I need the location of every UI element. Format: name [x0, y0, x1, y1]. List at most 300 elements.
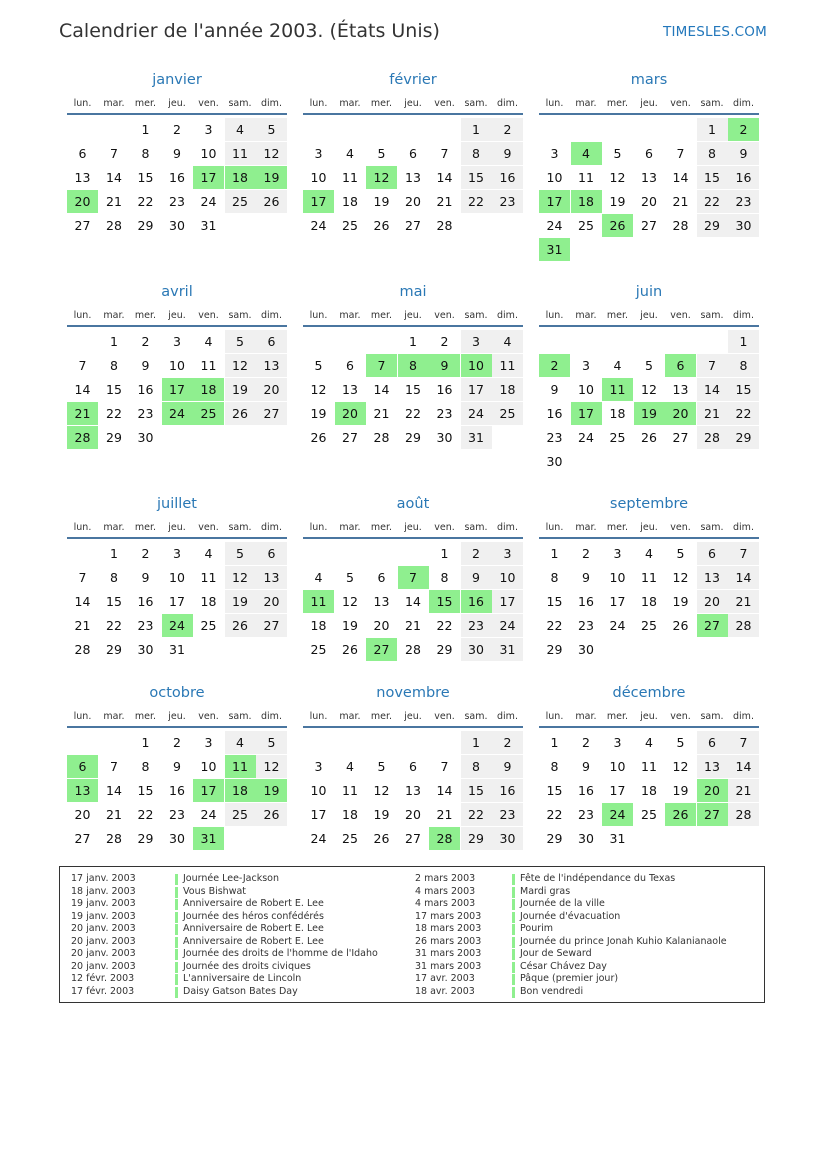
day-cell[interactable]: 28 [697, 426, 728, 449]
day-cell[interactable]: 25 [200, 618, 217, 633]
day-cell[interactable]: 28 [728, 803, 759, 826]
day-cell[interactable]: 30 [436, 430, 453, 445]
day-cell[interactable]: 12 [225, 354, 256, 377]
day-cell[interactable]: 27 [74, 831, 91, 846]
day-cell[interactable]: 4 [225, 118, 256, 141]
day-cell[interactable]: 22 [137, 807, 154, 822]
day-cell[interactable]: 12 [609, 170, 626, 185]
day-cell[interactable]: 21 [106, 807, 122, 822]
day-cell[interactable]: 30 [137, 642, 154, 657]
day-cell[interactable]: 9 [141, 358, 150, 373]
day-cell[interactable]: 6 [697, 731, 728, 754]
day-cell[interactable]: 4 [645, 546, 653, 561]
day-cell[interactable]: 21 [697, 402, 728, 425]
day-cell[interactable]: 20 [256, 590, 287, 613]
day-cell[interactable]: 21 [436, 194, 453, 209]
day-cell[interactable]: 7 [728, 731, 759, 754]
holiday-day-cell[interactable]: 16 [461, 590, 492, 613]
day-cell[interactable]: 27 [405, 831, 421, 846]
day-cell[interactable]: 14 [373, 382, 390, 397]
day-cell[interactable]: 25 [641, 807, 657, 822]
day-cell[interactable]: 10 [492, 566, 523, 589]
day-cell[interactable]: 22 [461, 803, 492, 826]
day-cell[interactable]: 26 [256, 190, 287, 213]
day-cell[interactable]: 20 [74, 807, 91, 822]
day-cell[interactable]: 15 [137, 783, 154, 798]
day-cell[interactable]: 25 [641, 618, 657, 633]
holiday-day-cell[interactable]: 27 [366, 638, 397, 661]
holiday-day-cell[interactable]: 19 [256, 779, 287, 802]
holiday-day-cell[interactable]: 18 [225, 166, 256, 189]
holiday-day-cell[interactable]: 11 [225, 755, 256, 778]
day-cell[interactable]: 5 [314, 358, 323, 373]
day-cell[interactable]: 22 [436, 618, 453, 633]
day-cell[interactable]: 21 [728, 779, 759, 802]
holiday-day-cell[interactable]: 27 [697, 803, 728, 826]
day-cell[interactable]: 30 [492, 827, 523, 850]
day-cell[interactable]: 22 [461, 190, 492, 213]
day-cell[interactable]: 15 [137, 170, 154, 185]
holiday-day-cell[interactable]: 28 [429, 827, 460, 850]
day-cell[interactable]: 27 [256, 614, 287, 637]
day-cell[interactable]: 26 [225, 614, 256, 637]
day-cell[interactable]: 23 [492, 803, 523, 826]
day-cell[interactable]: 9 [173, 146, 181, 161]
day-cell[interactable]: 8 [141, 146, 150, 161]
day-cell[interactable]: 18 [609, 406, 626, 421]
day-cell[interactable]: 30 [578, 642, 594, 657]
day-cell[interactable]: 1 [550, 546, 559, 561]
day-cell[interactable]: 1 [550, 735, 559, 750]
day-cell[interactable]: 16 [492, 166, 523, 189]
day-cell[interactable]: 30 [461, 638, 492, 661]
day-cell[interactable]: 1 [110, 546, 118, 561]
day-cell[interactable]: 28 [106, 831, 122, 846]
day-cell[interactable]: 31 [200, 218, 217, 233]
day-cell[interactable]: 15 [697, 166, 728, 189]
holiday-day-cell[interactable]: 19 [256, 166, 287, 189]
day-cell[interactable]: 31 [169, 642, 185, 657]
day-cell[interactable]: 30 [546, 454, 563, 469]
day-cell[interactable]: 19 [225, 378, 256, 401]
day-cell[interactable]: 3 [461, 330, 492, 353]
day-cell[interactable]: 6 [645, 146, 653, 161]
day-cell[interactable]: 1 [728, 330, 759, 353]
day-cell[interactable]: 9 [141, 570, 150, 585]
day-cell[interactable]: 10 [546, 170, 563, 185]
day-cell[interactable]: 13 [405, 170, 421, 185]
day-cell[interactable]: 20 [405, 194, 421, 209]
day-cell[interactable]: 5 [256, 118, 287, 141]
day-cell[interactable]: 27 [342, 430, 358, 445]
day-cell[interactable]: 16 [169, 170, 185, 185]
day-cell[interactable]: 14 [697, 378, 728, 401]
day-cell[interactable]: 25 [310, 642, 327, 657]
day-cell[interactable]: 6 [377, 570, 386, 585]
day-cell[interactable]: 5 [676, 735, 685, 750]
day-cell[interactable]: 14 [436, 170, 453, 185]
day-cell[interactable]: 27 [74, 218, 91, 233]
day-cell[interactable]: 24 [609, 618, 626, 633]
day-cell[interactable]: 23 [436, 406, 453, 421]
day-cell[interactable]: 14 [405, 594, 421, 609]
day-cell[interactable]: 4 [314, 570, 323, 585]
day-cell[interactable]: 6 [409, 146, 417, 161]
day-cell[interactable]: 14 [106, 170, 122, 185]
day-cell[interactable]: 25 [342, 218, 358, 233]
brand-logo[interactable]: TIMESLES.COM [663, 24, 767, 40]
day-cell[interactable]: 19 [609, 194, 626, 209]
day-cell[interactable]: 19 [342, 618, 358, 633]
day-cell[interactable]: 15 [546, 594, 563, 609]
day-cell[interactable]: 8 [440, 570, 449, 585]
day-cell[interactable]: 6 [256, 330, 287, 353]
day-cell[interactable]: 17 [492, 590, 523, 613]
holiday-day-cell[interactable]: 17 [162, 378, 193, 401]
day-cell[interactable]: 27 [641, 218, 657, 233]
day-cell[interactable]: 1 [110, 334, 118, 349]
day-cell[interactable]: 21 [728, 590, 759, 613]
day-cell[interactable]: 9 [492, 142, 523, 165]
holiday-day-cell[interactable]: 24 [602, 803, 633, 826]
day-cell[interactable]: 12 [641, 382, 657, 397]
day-cell[interactable]: 22 [405, 406, 421, 421]
day-cell[interactable]: 29 [697, 214, 728, 237]
holiday-day-cell[interactable]: 15 [429, 590, 460, 613]
day-cell[interactable]: 25 [609, 430, 626, 445]
holiday-day-cell[interactable]: 12 [366, 166, 397, 189]
day-cell[interactable]: 7 [78, 570, 87, 585]
holiday-day-cell[interactable]: 13 [67, 779, 98, 802]
day-cell[interactable]: 26 [342, 642, 358, 657]
day-cell[interactable]: 4 [346, 146, 354, 161]
holiday-day-cell[interactable]: 7 [366, 354, 397, 377]
day-cell[interactable]: 23 [578, 807, 594, 822]
day-cell[interactable]: 20 [697, 590, 728, 613]
day-cell[interactable]: 5 [225, 542, 256, 565]
day-cell[interactable]: 4 [204, 546, 213, 561]
day-cell[interactable]: 22 [697, 190, 728, 213]
day-cell[interactable]: 24 [310, 831, 327, 846]
day-cell[interactable]: 13 [74, 170, 91, 185]
day-cell[interactable]: 3 [204, 735, 213, 750]
holiday-day-cell[interactable]: 18 [571, 190, 602, 213]
holiday-day-cell[interactable]: 24 [162, 614, 193, 637]
day-cell[interactable]: 2 [173, 735, 181, 750]
day-cell[interactable]: 24 [492, 614, 523, 637]
day-cell[interactable]: 13 [641, 170, 657, 185]
day-cell[interactable]: 12 [342, 594, 358, 609]
day-cell[interactable]: 26 [373, 218, 390, 233]
day-cell[interactable]: 8 [141, 759, 150, 774]
day-cell[interactable]: 18 [342, 194, 358, 209]
day-cell[interactable]: 17 [310, 807, 327, 822]
day-cell[interactable]: 29 [546, 831, 563, 846]
day-cell[interactable]: 7 [676, 146, 685, 161]
day-cell[interactable]: 4 [613, 358, 622, 373]
day-cell[interactable]: 15 [546, 783, 563, 798]
day-cell[interactable]: 5 [645, 358, 653, 373]
day-cell[interactable]: 10 [310, 170, 327, 185]
day-cell[interactable]: 1 [409, 334, 417, 349]
day-cell[interactable]: 4 [645, 735, 653, 750]
holiday-day-cell[interactable]: 18 [225, 779, 256, 802]
day-cell[interactable]: 28 [728, 614, 759, 637]
day-cell[interactable]: 8 [550, 570, 559, 585]
day-cell[interactable]: 11 [578, 170, 594, 185]
day-cell[interactable]: 30 [137, 430, 154, 445]
holiday-day-cell[interactable]: 19 [634, 402, 665, 425]
day-cell[interactable]: 8 [110, 570, 118, 585]
day-cell[interactable]: 5 [377, 759, 386, 774]
day-cell[interactable]: 18 [310, 618, 327, 633]
day-cell[interactable]: 16 [578, 594, 594, 609]
day-cell[interactable]: 10 [609, 570, 626, 585]
day-cell[interactable]: 13 [672, 382, 689, 397]
day-cell[interactable]: 5 [225, 330, 256, 353]
day-cell[interactable]: 24 [200, 807, 217, 822]
day-cell[interactable]: 1 [697, 118, 728, 141]
day-cell[interactable]: 25 [225, 190, 256, 213]
day-cell[interactable]: 11 [200, 358, 217, 373]
day-cell[interactable]: 19 [672, 594, 689, 609]
day-cell[interactable]: 22 [106, 618, 122, 633]
day-cell[interactable]: 29 [436, 642, 453, 657]
day-cell[interactable]: 3 [204, 122, 213, 137]
day-cell[interactable]: 10 [169, 570, 185, 585]
day-cell[interactable]: 6 [409, 759, 417, 774]
day-cell[interactable]: 25 [342, 831, 358, 846]
day-cell[interactable]: 4 [225, 731, 256, 754]
day-cell[interactable]: 3 [173, 334, 181, 349]
day-cell[interactable]: 10 [200, 146, 217, 161]
holiday-day-cell[interactable]: 20 [335, 402, 366, 425]
day-cell[interactable]: 8 [110, 358, 118, 373]
day-cell[interactable]: 17 [169, 594, 185, 609]
day-cell[interactable]: 1 [461, 118, 492, 141]
day-cell[interactable]: 19 [672, 783, 689, 798]
day-cell[interactable]: 12 [256, 142, 287, 165]
day-cell[interactable]: 22 [546, 807, 563, 822]
holiday-day-cell[interactable]: 2 [539, 354, 570, 377]
day-cell[interactable]: 7 [728, 542, 759, 565]
day-cell[interactable]: 15 [106, 594, 122, 609]
holiday-day-cell[interactable]: 17 [539, 190, 570, 213]
day-cell[interactable]: 20 [405, 807, 421, 822]
day-cell[interactable]: 16 [169, 783, 185, 798]
holiday-day-cell[interactable]: 31 [193, 827, 224, 850]
day-cell[interactable]: 7 [78, 358, 87, 373]
holiday-day-cell[interactable]: 7 [398, 566, 429, 589]
day-cell[interactable]: 9 [461, 566, 492, 589]
day-cell[interactable]: 21 [672, 194, 689, 209]
day-cell[interactable]: 2 [492, 118, 523, 141]
day-cell[interactable]: 30 [578, 831, 594, 846]
day-cell[interactable]: 21 [373, 406, 390, 421]
day-cell[interactable]: 9 [582, 570, 590, 585]
day-cell[interactable]: 21 [74, 618, 91, 633]
day-cell[interactable]: 10 [310, 783, 327, 798]
day-cell[interactable]: 26 [641, 430, 657, 445]
day-cell[interactable]: 23 [169, 194, 185, 209]
day-cell[interactable]: 26 [672, 618, 689, 633]
day-cell[interactable]: 4 [492, 330, 523, 353]
day-cell[interactable]: 12 [256, 755, 287, 778]
day-cell[interactable]: 2 [492, 731, 523, 754]
day-cell[interactable]: 19 [373, 807, 390, 822]
day-cell[interactable]: 25 [492, 402, 523, 425]
day-cell[interactable]: 23 [578, 618, 594, 633]
day-cell[interactable]: 18 [342, 807, 358, 822]
day-cell[interactable]: 26 [373, 831, 390, 846]
day-cell[interactable]: 18 [200, 594, 217, 609]
day-cell[interactable]: 8 [461, 142, 492, 165]
holiday-day-cell[interactable]: 6 [67, 755, 98, 778]
day-cell[interactable]: 8 [550, 759, 559, 774]
day-cell[interactable]: 20 [641, 194, 657, 209]
day-cell[interactable]: 10 [609, 759, 626, 774]
day-cell[interactable]: 3 [550, 146, 559, 161]
day-cell[interactable]: 24 [200, 194, 217, 209]
day-cell[interactable]: 24 [578, 430, 594, 445]
day-cell[interactable]: 2 [173, 122, 181, 137]
holiday-day-cell[interactable]: 26 [602, 214, 633, 237]
day-cell[interactable]: 29 [137, 218, 154, 233]
day-cell[interactable]: 29 [546, 642, 563, 657]
day-cell[interactable]: 5 [676, 546, 685, 561]
day-cell[interactable]: 9 [728, 142, 759, 165]
day-cell[interactable]: 26 [310, 430, 327, 445]
day-cell[interactable]: 3 [582, 358, 590, 373]
day-cell[interactable]: 17 [609, 594, 626, 609]
day-cell[interactable]: 5 [377, 146, 386, 161]
day-cell[interactable]: 11 [200, 570, 217, 585]
day-cell[interactable]: 27 [405, 218, 421, 233]
day-cell[interactable]: 28 [373, 430, 390, 445]
day-cell[interactable]: 3 [613, 546, 622, 561]
holiday-day-cell[interactable]: 11 [303, 590, 334, 613]
day-cell[interactable]: 3 [173, 546, 181, 561]
day-cell[interactable]: 23 [137, 406, 154, 421]
day-cell[interactable]: 24 [461, 402, 492, 425]
day-cell[interactable]: 30 [728, 214, 759, 237]
holiday-day-cell[interactable]: 18 [193, 378, 224, 401]
day-cell[interactable]: 11 [641, 759, 657, 774]
day-cell[interactable]: 28 [672, 218, 689, 233]
day-cell[interactable]: 10 [169, 358, 185, 373]
day-cell[interactable]: 5 [613, 146, 622, 161]
day-cell[interactable]: 2 [582, 546, 590, 561]
holiday-day-cell[interactable]: 26 [665, 803, 696, 826]
holiday-day-cell[interactable]: 20 [67, 190, 98, 213]
day-cell[interactable]: 23 [728, 190, 759, 213]
day-cell[interactable]: 11 [492, 354, 523, 377]
day-cell[interactable]: 2 [461, 542, 492, 565]
day-cell[interactable]: 9 [582, 759, 590, 774]
day-cell[interactable]: 22 [546, 618, 563, 633]
holiday-day-cell[interactable]: 6 [665, 354, 696, 377]
day-cell[interactable]: 31 [461, 426, 492, 449]
day-cell[interactable]: 24 [310, 218, 327, 233]
day-cell[interactable]: 17 [609, 783, 626, 798]
day-cell[interactable]: 2 [141, 334, 150, 349]
day-cell[interactable]: 6 [346, 358, 354, 373]
day-cell[interactable]: 28 [405, 642, 421, 657]
day-cell[interactable]: 23 [492, 190, 523, 213]
day-cell[interactable]: 27 [672, 430, 689, 445]
day-cell[interactable]: 24 [546, 218, 563, 233]
day-cell[interactable]: 15 [461, 166, 492, 189]
day-cell[interactable]: 13 [697, 755, 728, 778]
day-cell[interactable]: 4 [204, 334, 213, 349]
holiday-day-cell[interactable]: 31 [539, 238, 570, 261]
holiday-day-cell[interactable]: 17 [193, 166, 224, 189]
day-cell[interactable]: 6 [697, 542, 728, 565]
day-cell[interactable]: 7 [110, 759, 118, 774]
day-cell[interactable]: 13 [256, 566, 287, 589]
day-cell[interactable]: 30 [169, 831, 185, 846]
day-cell[interactable]: 13 [405, 783, 421, 798]
day-cell[interactable]: 16 [578, 783, 594, 798]
holiday-day-cell[interactable]: 25 [193, 402, 224, 425]
day-cell[interactable]: 23 [169, 807, 185, 822]
day-cell[interactable]: 7 [697, 354, 728, 377]
day-cell[interactable]: 6 [256, 542, 287, 565]
day-cell[interactable]: 22 [137, 194, 154, 209]
day-cell[interactable]: 26 [256, 803, 287, 826]
day-cell[interactable]: 7 [440, 759, 449, 774]
day-cell[interactable]: 1 [440, 546, 449, 561]
day-cell[interactable]: 16 [137, 594, 154, 609]
day-cell[interactable]: 22 [728, 402, 759, 425]
day-cell[interactable]: 12 [310, 382, 327, 397]
day-cell[interactable]: 31 [609, 831, 626, 846]
holiday-day-cell[interactable]: 20 [665, 402, 696, 425]
day-cell[interactable]: 11 [641, 570, 657, 585]
holiday-day-cell[interactable]: 21 [67, 402, 98, 425]
day-cell[interactable]: 23 [137, 618, 154, 633]
day-cell[interactable]: 5 [346, 570, 354, 585]
day-cell[interactable]: 2 [440, 334, 449, 349]
day-cell[interactable]: 14 [728, 755, 759, 778]
day-cell[interactable]: 28 [106, 218, 122, 233]
day-cell[interactable]: 11 [342, 170, 358, 185]
holiday-day-cell[interactable]: 11 [602, 378, 633, 401]
day-cell[interactable]: 7 [440, 146, 449, 161]
day-cell[interactable]: 20 [256, 378, 287, 401]
day-cell[interactable]: 14 [74, 382, 91, 397]
day-cell[interactable]: 8 [697, 142, 728, 165]
day-cell[interactable]: 18 [492, 378, 523, 401]
day-cell[interactable]: 14 [74, 594, 91, 609]
day-cell[interactable]: 12 [225, 566, 256, 589]
day-cell[interactable]: 23 [461, 614, 492, 637]
day-cell[interactable]: 10 [578, 382, 594, 397]
day-cell[interactable]: 8 [728, 354, 759, 377]
day-cell[interactable]: 9 [550, 382, 559, 397]
day-cell[interactable]: 11 [225, 142, 256, 165]
day-cell[interactable]: 19 [310, 406, 327, 421]
day-cell[interactable]: 2 [582, 735, 590, 750]
holiday-day-cell[interactable]: 20 [697, 779, 728, 802]
day-cell[interactable]: 3 [314, 146, 323, 161]
day-cell[interactable]: 1 [141, 122, 150, 137]
day-cell[interactable]: 12 [373, 783, 390, 798]
day-cell[interactable]: 27 [256, 402, 287, 425]
day-cell[interactable]: 16 [728, 166, 759, 189]
day-cell[interactable]: 14 [106, 783, 122, 798]
holiday-day-cell[interactable]: 10 [461, 354, 492, 377]
